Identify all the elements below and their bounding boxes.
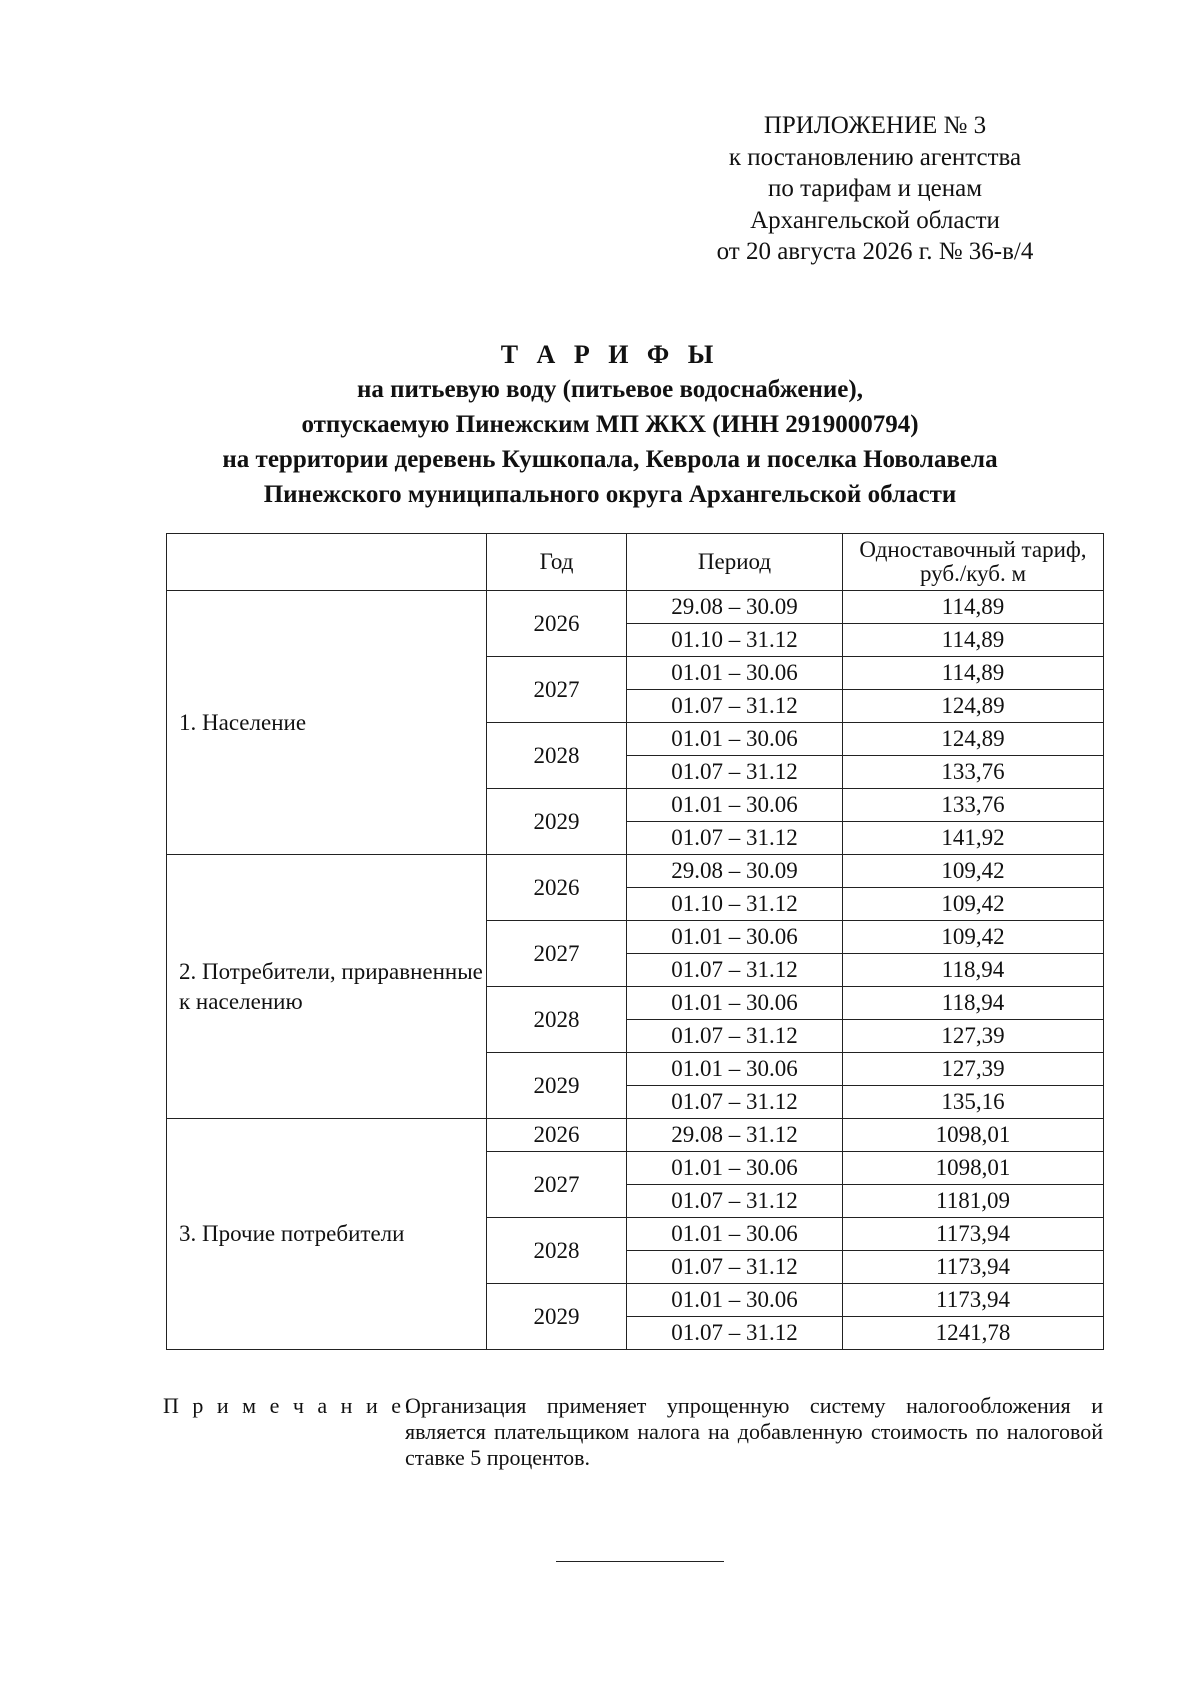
- rate-cell: 141,92: [843, 822, 1104, 855]
- column-header-year: Год: [487, 534, 627, 591]
- rate-cell: 1173,94: [843, 1251, 1104, 1284]
- rate-cell: 1098,01: [843, 1119, 1104, 1152]
- period-cell: 01.07 – 31.12: [627, 822, 843, 855]
- period-cell: 01.10 – 31.12: [627, 888, 843, 921]
- column-header-rate: Одноставочный тариф, руб./куб. м: [843, 534, 1104, 591]
- year-cell: 2028: [487, 723, 627, 789]
- title-line: на территории деревень Кушкопала, Кеврола и поселка Новолавела: [222, 446, 998, 473]
- title-line: на питьевую воду (питьевое водоснабжение),: [357, 376, 863, 403]
- period-cell: 01.10 – 31.12: [627, 624, 843, 657]
- rate-cell: 118,94: [843, 954, 1104, 987]
- appendix-ref-line: Архангельской области: [750, 206, 1000, 234]
- category-cell: 3. Прочие потребители: [167, 1119, 487, 1350]
- rate-cell: 109,42: [843, 921, 1104, 954]
- rate-cell: 124,89: [843, 723, 1104, 756]
- rate-cell: 135,16: [843, 1086, 1104, 1119]
- rate-cell: 114,89: [843, 657, 1104, 690]
- column-header-category: [167, 534, 487, 591]
- period-cell: 01.07 – 31.12: [627, 1020, 843, 1053]
- closing-divider: [556, 1561, 724, 1562]
- year-cell: 2026: [487, 591, 627, 657]
- period-cell: 01.01 – 30.06: [627, 1218, 843, 1251]
- period-cell: 01.07 – 31.12: [627, 1185, 843, 1218]
- category-cell: 1. Население: [167, 591, 487, 855]
- appendix-ref-line: к постановлению агентства: [728, 143, 1022, 171]
- year-cell: 2026: [487, 855, 627, 921]
- column-header-period: Период: [627, 534, 843, 591]
- rate-cell: 114,89: [843, 624, 1104, 657]
- tariff-table: [166, 533, 1104, 1350]
- period-cell: 01.01 – 30.06: [627, 987, 843, 1020]
- title-line: отпускаемую Пинежским МП ЖКХ (ИНН 2919000794): [301, 411, 919, 438]
- period-cell: 29.08 – 30.09: [627, 855, 843, 888]
- period-cell: 01.07 – 31.12: [627, 1251, 843, 1284]
- appendix-header: [680, 110, 1070, 268]
- rate-cell: 133,76: [843, 789, 1104, 822]
- rate-cell: 1181,09: [843, 1185, 1104, 1218]
- rate-cell: 1241,78: [843, 1317, 1104, 1350]
- rate-cell: 1173,94: [843, 1284, 1104, 1317]
- year-cell: 2027: [487, 921, 627, 987]
- period-cell: 01.01 – 30.06: [627, 1152, 843, 1185]
- year-cell: 2028: [487, 1218, 627, 1284]
- period-cell: 29.08 – 30.09: [627, 591, 843, 624]
- year-cell: 2029: [487, 789, 627, 855]
- period-cell: 01.01 – 30.06: [627, 1284, 843, 1317]
- rate-cell: 127,39: [843, 1053, 1104, 1086]
- period-cell: 01.07 – 31.12: [627, 756, 843, 789]
- period-cell: 01.07 – 31.12: [627, 1086, 843, 1119]
- title-main: Т А Р И Ф Ы: [500, 340, 720, 369]
- rate-cell: 1173,94: [843, 1218, 1104, 1251]
- appendix-number: ПРИЛОЖЕНИЕ № 3: [763, 112, 987, 139]
- title-line: Пинежского муниципального округа Архангельской области: [263, 481, 957, 508]
- period-cell: 01.01 – 30.06: [627, 723, 843, 756]
- year-cell: 2029: [487, 1053, 627, 1119]
- year-cell: 2027: [487, 657, 627, 723]
- year-cell: 2027: [487, 1152, 627, 1218]
- appendix-date-number: от 20 августа 2026 г. № 36-в/4: [716, 238, 1034, 265]
- period-cell: 01.01 – 30.06: [627, 1053, 843, 1086]
- note-label: П р и м е ч а н и е.: [163, 1393, 415, 1418]
- period-cell: 01.07 – 31.12: [627, 1317, 843, 1350]
- appendix-ref-line: по тарифам и ценам: [767, 175, 983, 202]
- rate-cell: 118,94: [843, 987, 1104, 1020]
- rate-cell: 124,89: [843, 690, 1104, 723]
- rate-cell: 127,39: [843, 1020, 1104, 1053]
- note-text: Организация применяет упрощенную систему налогообложения и является плательщиком налога на добавленную стоимость по налоговой ставке 5 процентов.: [405, 1393, 1103, 1470]
- year-cell: 2028: [487, 987, 627, 1053]
- year-cell: 2026: [487, 1119, 627, 1152]
- rate-cell: 1098,01: [843, 1152, 1104, 1185]
- rate-cell: 133,76: [843, 756, 1104, 789]
- period-cell: 29.08 – 31.12: [627, 1119, 843, 1152]
- table-row: [167, 855, 1104, 888]
- table-body: [167, 591, 1104, 1350]
- rate-cell: 109,42: [843, 855, 1104, 888]
- rate-cell: 109,42: [843, 888, 1104, 921]
- document-title: [60, 337, 1160, 512]
- period-cell: 01.01 – 30.06: [627, 657, 843, 690]
- rate-cell: 114,89: [843, 591, 1104, 624]
- table-row: [167, 591, 1104, 624]
- year-cell: 2029: [487, 1284, 627, 1350]
- period-cell: 01.07 – 31.12: [627, 690, 843, 723]
- category-cell: 2. Потребители, приравненные к населению: [167, 855, 487, 1119]
- table-row: [167, 1119, 1104, 1152]
- period-cell: 01.01 – 30.06: [627, 921, 843, 954]
- period-cell: 01.07 – 31.12: [627, 954, 843, 987]
- period-cell: 01.01 – 30.06: [627, 789, 843, 822]
- table-header-row: [167, 534, 1104, 591]
